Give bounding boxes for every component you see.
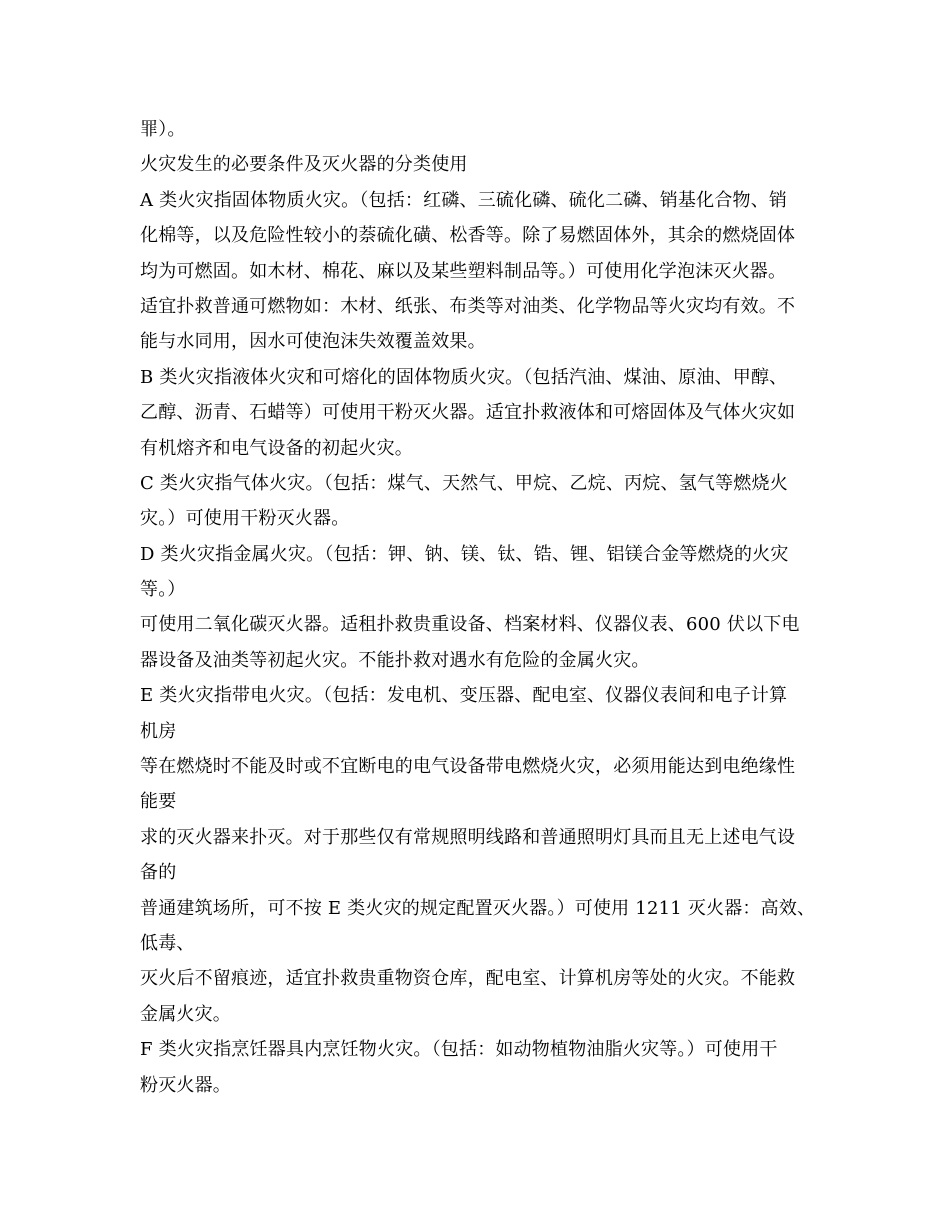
text-line: B 类火灾指液体火灾和可熔化的固体物质火灾。（包括汽油、煤油、原油、甲醇、 xyxy=(140,366,788,388)
text-line: 罪）。 xyxy=(140,119,186,140)
text-line: 备的 xyxy=(140,862,177,884)
text-line: 机房 xyxy=(140,720,177,742)
text-line: 等在燃烧时不能及时或不宜断电的电气设备带电燃烧火灾，必须用能达到电绝缘性 xyxy=(140,756,796,778)
text-line: 灭火后不留痕迹，适宜扑救贵重物资仓库，配电室、计算机房等处的火灾。不能救 xyxy=(140,968,796,990)
text-line: 普通建筑场所，可不按 E 类火灾的规定配置灭火器。）可使用 1211 灭火器：高效、 xyxy=(140,897,816,919)
text-line: 等。） xyxy=(140,579,186,601)
text-line: 粉灭火器。 xyxy=(140,1074,231,1096)
text-line: 能与水同用，因水可使泡沫失效覆盖效果。 xyxy=(140,331,486,353)
text-line: 低毒、 xyxy=(140,932,195,954)
text-line: C 类火灾指气体火灾。（包括：煤气、天然气、甲烷、乙烷、丙烷、氢气等燃烧火 xyxy=(140,472,788,494)
text-line: 器设备及油类等初起火灾。不能扑救对遇水有危险的金属火灾。 xyxy=(140,649,650,671)
text-line: 化棉等，以及危险性较小的萘硫化磺、松香等。除了易燃固体外，其余的燃烧固体 xyxy=(140,225,796,247)
text-line: 灾。）可使用干粉灭火器。 xyxy=(140,508,350,530)
text-line: 乙醇、沥青、石蜡等）可使用干粉灭火器。适宜扑救液体和可熔固体及气体火灾如 xyxy=(140,402,796,424)
text-line: 求的灭火器来扑灭。对于那些仅有常规照明线路和普通照明灯具而且无上述电气设 xyxy=(140,826,796,848)
text-line: 能要 xyxy=(140,791,177,813)
section-heading: 火灾发生的必要条件及灭火器的分类使用 xyxy=(140,154,468,176)
text-line: 均为可燃固。如木材、棉花、麻以及某些塑料制品等。）可使用化学泡沫灭火器。 xyxy=(140,260,787,282)
document-body xyxy=(140,112,820,1103)
text-line: 金属火灾。 xyxy=(140,1003,231,1025)
text-line: D 类火灾指金属火灾。（包括：钾、钠、镁、钛、锆、锂、铝镁合金等燃烧的火灾 xyxy=(140,543,789,565)
text-line: 有机熔齐和电气设备的初起火灾。 xyxy=(140,437,413,459)
text-line: A 类火灾指固体物质火灾。（包括：红磷、三硫化磷、硫化二磷、销基化合物、销 xyxy=(140,189,788,211)
text-line: F 类火灾指烹饪器具内烹饪物火灾。（包括：如动物植物油脂火灾等。）可使用干 xyxy=(140,1039,778,1061)
text-line: 可使用二氧化碳灭火器。适租扑救贵重设备、档案材料、仪器仪表、600 伏以下电 xyxy=(140,614,800,636)
text-line: E 类火灾指带电火灾。（包括：发电机、变压器、配电室、仪器仪表间和电子计算 xyxy=(140,685,788,707)
text-line: 适宜扑救普通可燃物如：木材、纸张、布类等对油类、化学物品等火灾均有效。不 xyxy=(140,295,796,317)
